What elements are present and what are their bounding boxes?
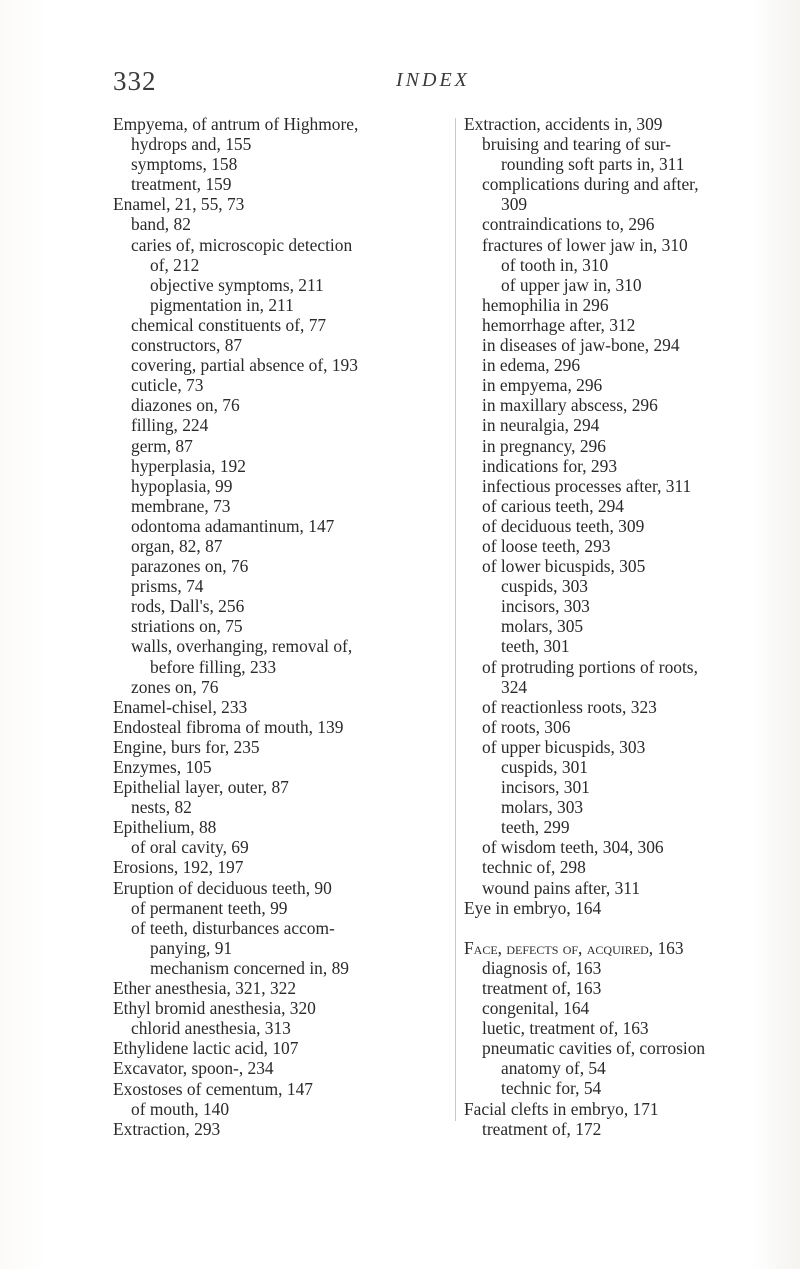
index-subentry: of loose teeth, 293 — [482, 535, 611, 556]
index-subentry: mechanism concerned in, 89 — [150, 957, 349, 978]
index-subentry: of carious teeth, 294 — [482, 495, 624, 516]
index-subentry: membrane, 73 — [131, 495, 231, 516]
index-subentry: organ, 82, 87 — [131, 535, 223, 556]
index-subentry: of lower bicuspids, 305 — [482, 556, 646, 577]
index-subentry: germ, 87 — [131, 435, 193, 456]
index-subentry: infectious processes after, 311 — [482, 475, 692, 496]
index-subentry: teeth, 299 — [501, 817, 570, 838]
index-entry: Empyema, of antrum of Highmore, — [113, 114, 359, 134]
index-entry: Erosions, 192, 197 — [113, 857, 244, 878]
index-entry: Ethylidene lactic acid, 107 — [113, 1038, 299, 1059]
index-subentry: incisors, 303 — [501, 596, 590, 617]
index-subentry: parazones on, 76 — [131, 556, 249, 577]
index-subentry: objective symptoms, 211 — [150, 274, 324, 295]
index-subentry: anatomy of, 54 — [501, 1058, 606, 1079]
index-subentry: odontoma adamantinum, 147 — [131, 515, 335, 536]
index-subentry: rounding soft parts in, 311 — [501, 154, 685, 175]
index-entry: Epithelial layer, outer, 87 — [113, 777, 289, 798]
index-subentry: cuspids, 303 — [501, 576, 588, 597]
index-subentry: rods, Dall's, 256 — [131, 596, 245, 617]
index-entry: Enzymes, 105 — [113, 757, 212, 777]
index-subentry: hydrops and, 155 — [131, 134, 252, 155]
running-head: INDEX — [396, 69, 470, 91]
index-subentry: fractures of lower jaw in, 310 — [482, 234, 688, 255]
index-entry: Facial clefts in embryo, 171 — [464, 1098, 659, 1119]
index-subentry: complications during and after, — [482, 174, 699, 195]
index-entry: Endosteal fibroma of mouth, 139 — [113, 716, 344, 737]
index-entry: Engine, burs for, 235 — [113, 736, 260, 757]
index-entry: Extraction, 293 — [113, 1118, 221, 1139]
index-subentry: of wisdom teeth, 304, 306 — [482, 837, 664, 858]
section-gap — [464, 918, 800, 938]
index-subentry: of tooth in, 310 — [501, 254, 609, 275]
index-subentry: hemorrhage after, 312 — [482, 314, 636, 335]
index-subentry: chemical constituents of, 77 — [131, 314, 327, 335]
index-subentry: in pregnancy, 296 — [482, 435, 606, 456]
index-subentry: treatment, 159 — [131, 174, 232, 195]
index-subentry: of deciduous teeth, 309 — [482, 515, 645, 536]
index-entry: Epithelium, 88 — [113, 817, 217, 838]
index-subentry: covering, partial absence of, 193 — [131, 355, 358, 376]
index-entry: Ether anesthesia, 321, 322 — [113, 978, 297, 999]
index-entry: Extraction, accidents in, 309 — [464, 114, 663, 134]
index-subentry: luetic, treatment of, 163 — [482, 1018, 649, 1039]
index-subentry: pneumatic cavities of, corrosion — [482, 1038, 706, 1059]
index-subentry: molars, 305 — [501, 616, 584, 637]
index-entry: Eruption of deciduous teeth, 90 — [113, 877, 332, 898]
index-subentry: contraindications to, 296 — [482, 214, 655, 235]
index-entry: Exostoses of cementum, 147 — [113, 1078, 313, 1099]
index-subentry: bruising and tearing of sur- — [482, 134, 671, 155]
index-subentry: caries of, microscopic detection — [131, 234, 353, 255]
index-subentry: of roots, 306 — [482, 716, 571, 737]
index-subentry: filling, 224 — [131, 415, 209, 436]
page-number: 332 — [113, 66, 157, 96]
index-subentry: cuspids, 301 — [501, 757, 588, 777]
index-subentry: treatment of, 163 — [482, 977, 602, 998]
index-column-right — [464, 114, 800, 1139]
index-subentry: 324 — [501, 676, 528, 697]
index-subentry: in diseases of jaw-bone, 294 — [482, 335, 680, 356]
index-subentry: of upper jaw in, 310 — [501, 274, 642, 295]
index-entry: Eye in embryo, 164 — [464, 897, 602, 918]
index-subentry: of permanent teeth, 99 — [131, 897, 288, 918]
index-subentry: before filling, 233 — [150, 656, 277, 677]
index-entry: Enamel-chisel, 233 — [113, 696, 248, 717]
index-subentry: pigmentation in, 211 — [150, 294, 294, 315]
index-subentry: technic for, 54 — [501, 1078, 602, 1099]
index-subentry: zones on, 76 — [131, 676, 219, 697]
index-subentry: hyperplasia, 192 — [131, 455, 246, 476]
index-subentry: treatment of, 172 — [482, 1118, 602, 1139]
index-subentry: cuticle, 73 — [131, 375, 204, 396]
index-subentry: in neuralgia, 294 — [482, 415, 600, 436]
index-subentry: walls, overhanging, removal of, — [131, 636, 353, 657]
index-subentry: of upper bicuspids, 303 — [482, 736, 646, 757]
index-subentry: nests, 82 — [131, 797, 192, 818]
index-subentry: band, 82 — [131, 214, 191, 235]
index-subentry: 309 — [501, 194, 528, 215]
index-subentry: hemophilia in 296 — [482, 294, 609, 315]
index-subentry: molars, 303 — [501, 797, 584, 818]
index-subentry: constructors, 87 — [131, 335, 243, 356]
index-subentry: panying, 91 — [150, 937, 233, 958]
index-subentry: of oral cavity, 69 — [131, 837, 249, 858]
index-entry: Face, defects of, acquired, 163 — [464, 937, 684, 958]
index-subentry: incisors, 301 — [501, 777, 590, 798]
index-subentry: of reactionless roots, 323 — [482, 696, 657, 717]
index-subentry: diazones on, 76 — [131, 395, 240, 416]
index-subentry: of mouth, 140 — [131, 1098, 230, 1119]
index-subentry: teeth, 301 — [501, 636, 570, 657]
index-subentry: hypoplasia, 99 — [131, 475, 233, 496]
index-subentry: in empyema, 296 — [482, 375, 603, 396]
index-entry: Enamel, 21, 55, 73 — [113, 194, 245, 215]
index-subentry: wound pains after, 311 — [482, 877, 641, 898]
index-subentry: of teeth, disturbances accom- — [131, 917, 335, 938]
index-entry: Ethyl bromid anesthesia, 320 — [113, 998, 316, 1019]
index-subentry: symptoms, 158 — [131, 154, 238, 175]
index-subentry: technic of, 298 — [482, 857, 586, 878]
index-subentry: of, 212 — [150, 254, 200, 275]
index-subentry: of protruding portions of roots, — [482, 656, 698, 677]
index-subentry: striations on, 75 — [131, 616, 243, 637]
index-column-left — [113, 114, 438, 1139]
index-subentry: in maxillary abscess, 296 — [482, 395, 658, 416]
index-subentry: diagnosis of, 163 — [482, 957, 602, 978]
index-subentry: in edema, 296 — [482, 355, 581, 376]
index-subentry: chlorid anesthesia, 313 — [131, 1018, 291, 1039]
index-subentry: indications for, 293 — [482, 455, 618, 476]
index-subentry: prisms, 74 — [131, 576, 204, 597]
index-entry: Excavator, spoon-, 234 — [113, 1058, 274, 1079]
column-divider — [455, 118, 456, 1121]
index-subentry: congenital, 164 — [482, 998, 590, 1019]
